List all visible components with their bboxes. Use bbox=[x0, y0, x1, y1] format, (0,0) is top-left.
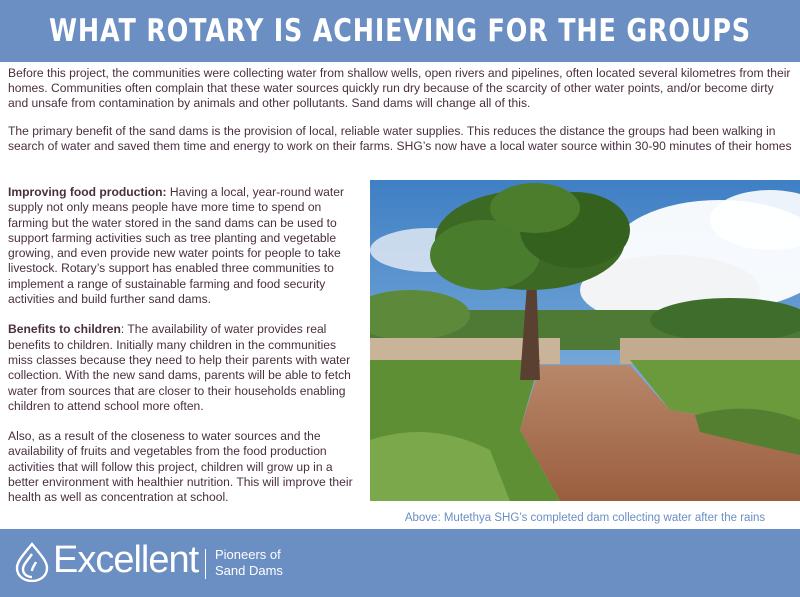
intro-paragraph: The primary benefit of the sand dams is the provision of local, reliable water supplies. This reduces the distance the groups had been walking in search of water and saved them time and energy to work on their farms. SHG’s now have a local water source within 30-90 minutes of their homes bbox=[8, 124, 792, 153]
brand-tagline bbox=[215, 547, 283, 579]
logo-divider bbox=[205, 549, 206, 579]
nutrition-paragraph bbox=[8, 429, 360, 505]
section-heading: Improving food production: bbox=[8, 185, 167, 199]
section-heading: Benefits to children bbox=[8, 322, 121, 337]
tagline-line: Pioneers of bbox=[215, 547, 281, 562]
header-band bbox=[0, 0, 800, 62]
sand-dam-illustration bbox=[370, 180, 800, 501]
section-text: Also, as a result of the closeness to water sources and the availability of fruits and vegetables from the food production activities that will follow this project, children will grow up in a better environment with healthier nutrition. This will improve their health as well as concentration at school. bbox=[8, 429, 353, 505]
sand-dam-photo bbox=[370, 180, 800, 501]
page-title: WHAT ROTARY IS ACHIEVING FOR THE GROUPS bbox=[49, 13, 751, 49]
intro-paragraph: Before this project, the communities were collecting water from shallow wells, open rivers and pipelines, often located several kilometres from their homes. Communities often complain that these water sources quickly run dry because of the scarcity of other water points, and/or become dirty and unsafe from contamination by animals and other pollutants. Sand dams will change all of this. bbox=[8, 66, 791, 110]
footer-band bbox=[0, 529, 800, 597]
tagline-line: Sand Dams bbox=[215, 563, 283, 578]
water-drop-logo-icon bbox=[14, 542, 50, 582]
benefits-column bbox=[8, 185, 360, 521]
photo-caption: Above: Mutethya SHG’s completed dam collecting water after the rains bbox=[404, 512, 766, 524]
brand-name: Excellent bbox=[53, 539, 199, 581]
children-paragraph bbox=[8, 322, 360, 414]
section-text: Having a local, year-round water supply not only means people have more time to spend on farming but the water stored in the sand dams can be used to support farming activities such as tree planting and vegetable growing, and even provide new water points for people to take livestock. Rotary’s support has enabled three communities to implement a range of sustainable farming and food security activities and build further sand dams. bbox=[8, 185, 345, 307]
intro-section bbox=[8, 66, 792, 167]
food-production-paragraph bbox=[8, 185, 360, 307]
section-text: : The availability of water provides real benefits to children. Initially many children in the communities miss classes because they need to help their parents with water collection. With the new sand dams, parents will be able to fetch water from sources that are closer to their households enabling children to attend school more often. bbox=[8, 322, 351, 413]
